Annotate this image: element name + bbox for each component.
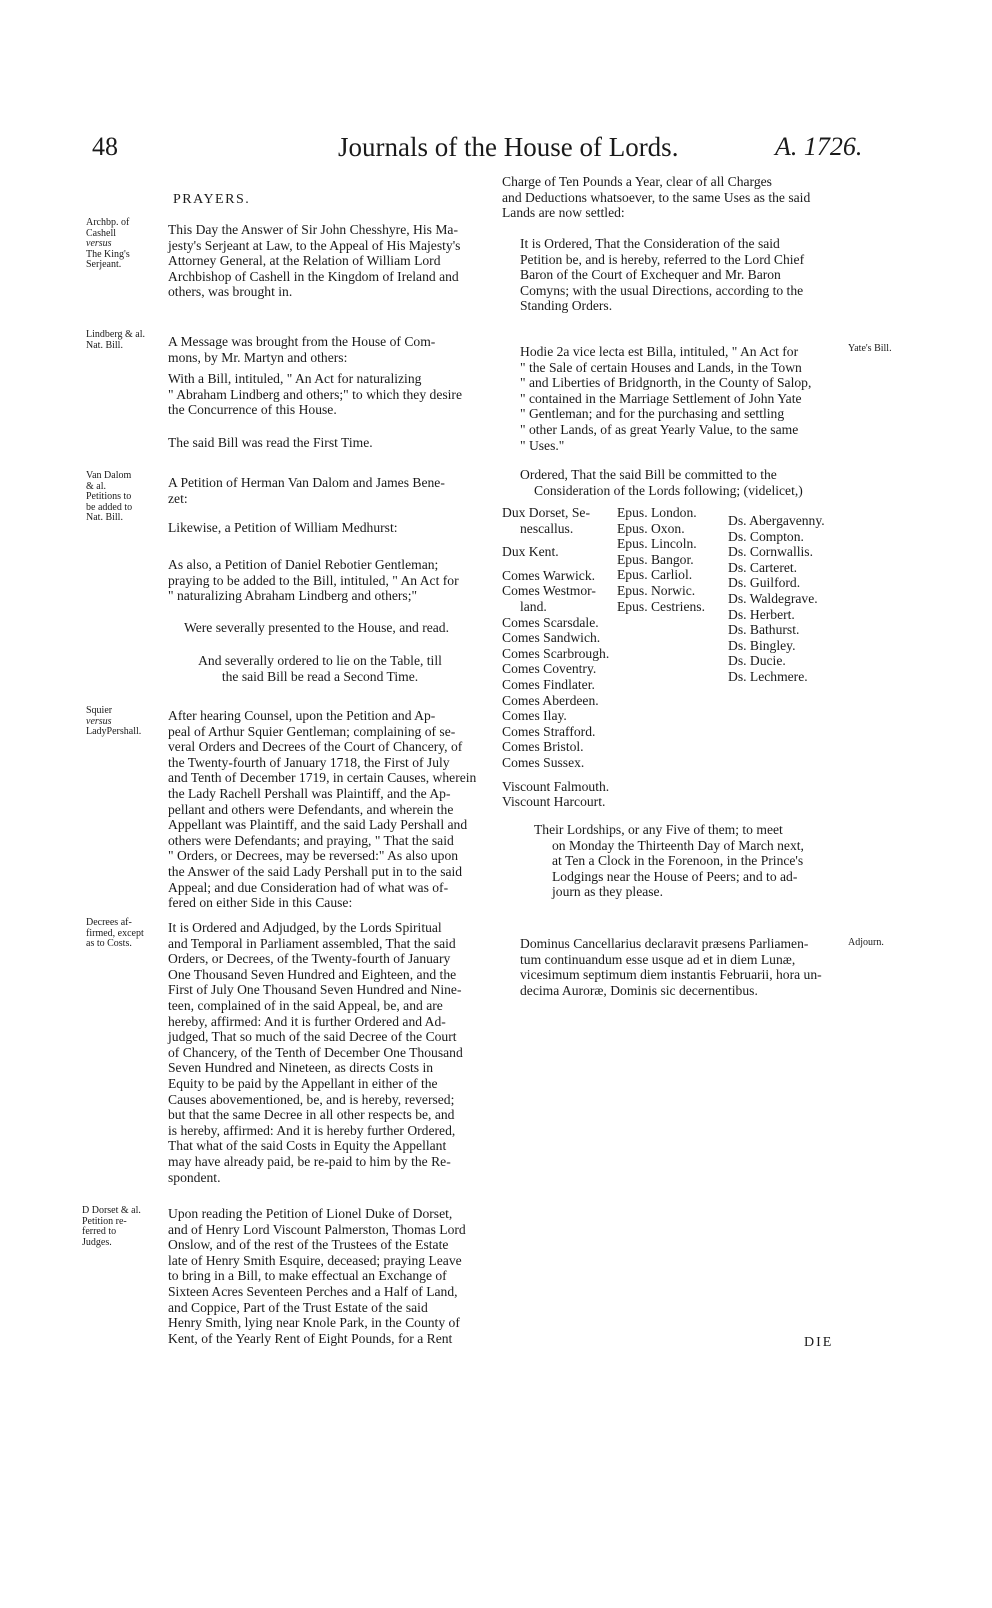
lords-list-bishops (617, 505, 722, 614)
lord-entry: Dux Kent. (502, 544, 559, 560)
paragraph-referred: It is Ordered, That the Consideration of the said Petition be, and is hereby, referred to the Lord Chief Baron of the Court of Exchequer and Mr. Baron Comyns; with the usual Directions, according to the Standing Orders. (520, 236, 805, 314)
lord-entry: Viscount Falmouth. (502, 778, 610, 794)
paragraph-decrees-affirmed: It is Ordered and Adjudged, by the Lords Spiritual and Temporal in Parliament assembled, That the said Orders, or Decrees, of the Twenty-fourth of January One Thousand Seven Hundred and Eighteen, and the First of July One Thousand Seven Hundred and Nine- teen, complained of in the said Appeal, be, and are hereby, affirmed: And it is further Ordered and Ad- judged, That so much of the said Decree of the Court of Chancery, of the Tenth of December One Thousand Seven Hundred and Nineteen, as directs Costs in Equity to be paid by the Appellant in either of the Causes abovementioned, be, and is hereby, reversed; but that the same Decree in all other respects be, and is hereby, affirmed: And it is hereby further Ordered, That what of the said Costs in Equity the Appellant may have already paid, be re-paid to him by the Re- spondent. (168, 920, 463, 1185)
paragraph-committed: Ordered, That the said Bill be committed to the Consideration of the Lords following; (videlicet,) (520, 467, 803, 498)
paragraph-yate-bill: Hodie 2a vice lecta est Billa, intituled, " An Act for " the Sale of certain Houses and Lands, in the Town " and Liberties of Bridgnorth, in the County of Salop, " contained in the Marriage Settlement of John Yate " Gentleman; and for the purchasing and settling " other Lands, of as great Yearly Value, to the same " Uses." (520, 344, 812, 453)
lord-entry: Comes Strafford. (502, 723, 596, 739)
lord-entry: Ds. Cornwallis. (728, 544, 813, 560)
paragraph-message: A Message was brought from the House of Com- mons, by Mr. Martyn and others: (168, 334, 436, 365)
paragraph-dorset-petition: Upon reading the Petition of Lionel Duke of Dorset, and of Henry Lord Viscount Palmerston, Thomas Lord Onslow, and of the rest of the Trustees of the Estate late of Henry Smith Esquire, deceased; praying Leave to bring in a Bill, to make effectual an Exchange of Sixteen Acres Seventeen Perches and a Half of Land, and Coppice, Part of the Trust Estate of the said Henry Smith, lying near Knole Park, in the County of Kent, of the Yearly Rent of Eight Pounds, for a Rent (168, 1206, 466, 1346)
lord-entry: Ds. Lechmere. (728, 668, 808, 684)
marginal-note: Yate's Bill. (848, 343, 892, 354)
paragraph-squier-appeal: After hearing Counsel, upon the Petition and Ap- peal of Arthur Squier Gentleman; complaining of se- veral Orders and Decrees of the Court of Chancery, of the Twenty-fourth of January 1718, the First of July and Tenth of December 1719, in certain Causes, wherein the Lady Rachell Pershall was Plaintiff, and the Ap- pellant and others were Defendants, and wherein the Appellant was Plaintiff, and the said Lady Pershall and others were Defendants; and praying, " That the said " Orders, or Decrees, may be reversed:" As also upon the Answer of the said Lady Pershall put in to the said Appeal; and due Consideration had of what was of- fered on either Side in this Cause: (168, 708, 477, 911)
lord-entry: Epus. Lincoln. (617, 536, 697, 552)
paragraph-petition-van-dalom: A Petition of Herman Van Dalom and James Bene- zet: (168, 475, 445, 506)
running-title: Journals of the House of Lords. (338, 132, 679, 162)
lord-entry: Comes Coventry. (502, 661, 597, 677)
paragraph-petition-rebotier: As also, a Petition of Daniel Rebotier Gentleman; praying to be added to the Bill, intituled, " An Act for " naturalizing Abraham Lindberg and others;" (168, 557, 459, 604)
lord-entry: Epus. Norwic. (617, 582, 696, 598)
marginal-note: Adjourn. (848, 937, 884, 948)
lord-entry: Viscount Harcourt. (502, 794, 606, 810)
lord-entry: Comes Scarsdale. (502, 614, 599, 630)
lords-list-temporal (502, 505, 614, 810)
paragraph-answer: This Day the Answer of Sir John Chesshyre, His Ma- jesty's Serjeant at Law, to the Appeal of His Majesty's Attorney General, at the Relation of William Lord Archbishop of Cashell in the Kingdom of Ireland and others, was brought in. (168, 222, 461, 300)
section-heading: PRAYERS. (173, 192, 251, 207)
running-year: A. 1726. (775, 132, 863, 161)
marginal-note: Lindberg & al. Nat. Bill. (86, 329, 145, 351)
lord-entry: Ds. Guilford. (728, 575, 801, 591)
lord-entry: Comes Scarbrough. (502, 645, 610, 661)
lord-entry: Comes Westmor- (502, 583, 596, 599)
lord-entry: Ds. Abergavenny. (728, 513, 825, 528)
lord-entry: Comes Aberdeen. (502, 692, 599, 708)
marginal-note: Decrees af- firmed, except as to Costs. (86, 917, 144, 949)
lord-entry: Epus. London. (617, 505, 697, 520)
lord-entry: Epus. Bangor. (617, 551, 694, 567)
page-number: 48 (92, 132, 118, 161)
paragraph-presented: Were severally presented to the House, and read. (184, 620, 450, 635)
lord-entry: Ds. Compton. (728, 528, 804, 544)
lord-entry: Comes Sandwich. (502, 630, 601, 646)
marginal-note: Squier versus LadyPershall. (86, 705, 142, 737)
paragraph-lie-on-table: And severally ordered to lie on the Table, till the said Bill be read a Second Time. (198, 653, 442, 684)
lord-entry: Epus. Cestriens. (617, 598, 705, 614)
lord-entry: Ds. Herbert. (728, 606, 795, 622)
marginal-note: Van Dalom & al. Petitions to be added to Nat. Bill. (86, 470, 133, 523)
catchword: DIE (804, 1335, 834, 1350)
lord-entry: Ds. Carteret. (728, 559, 798, 575)
paragraph-rent-charge: Charge of Ten Pounds a Year, clear of all Charges and Deductions whatsoever, to the same Uses as the said Lands are now settled: (502, 174, 811, 221)
marginal-note: D Dorset & al. Petition re- ferred to Judges. (82, 1205, 141, 1248)
lord-entry: Epus. Oxon. (617, 520, 685, 536)
lord-entry: Comes Warwick. (502, 567, 596, 583)
paragraph-adjournment: Dominus Cancellarius declaravit præsens Parliamen- tum continuandum esse usque ad et in diem Lunæ, vicesimum septimum diem instantis Februarii, hora un- decima Auroræ, Dominis sic decernentibus. (520, 936, 822, 998)
lord-entry: land. (520, 598, 547, 614)
marginal-note: Archbp. of Cashell versus The King's Serjeant. (86, 217, 130, 270)
lords-list-barons (728, 513, 848, 685)
lord-entry: Comes Findlater. (502, 676, 595, 692)
lord-entry: Ds. Waldegrave. (728, 590, 818, 606)
lord-entry: nescallus. (520, 520, 574, 536)
lord-entry: Comes Sussex. (502, 754, 585, 770)
lord-entry: Ds. Ducie. (728, 653, 786, 669)
lord-entry: Comes Bristol. (502, 739, 584, 755)
paragraph-first-reading: The said Bill was read the First Time. (168, 435, 373, 450)
lord-entry: Dux Dorset, Se- (502, 505, 590, 520)
paragraph-petition-medhurst: Likewise, a Petition of William Medhurst: (168, 520, 398, 535)
lord-entry: Ds. Bathurst. (728, 622, 800, 638)
paragraph-bill: With a Bill, intituled, " An Act for naturalizing " Abraham Lindberg and others;" to which they desire the Concurrence of this House. (168, 371, 462, 418)
lord-entry: Ds. Bingley. (728, 637, 796, 653)
paragraph-meeting: Their Lordships, or any Five of them; to meet on Monday the Thirteenth Day of March next, at Ten a Clock in the Forenoon, in the Prince's Lodgings near the House of Peers; and to ad- journ as they please. (534, 822, 804, 900)
lord-entry: Comes Ilay. (502, 708, 567, 724)
lord-entry: Epus. Carliol. (617, 567, 693, 583)
